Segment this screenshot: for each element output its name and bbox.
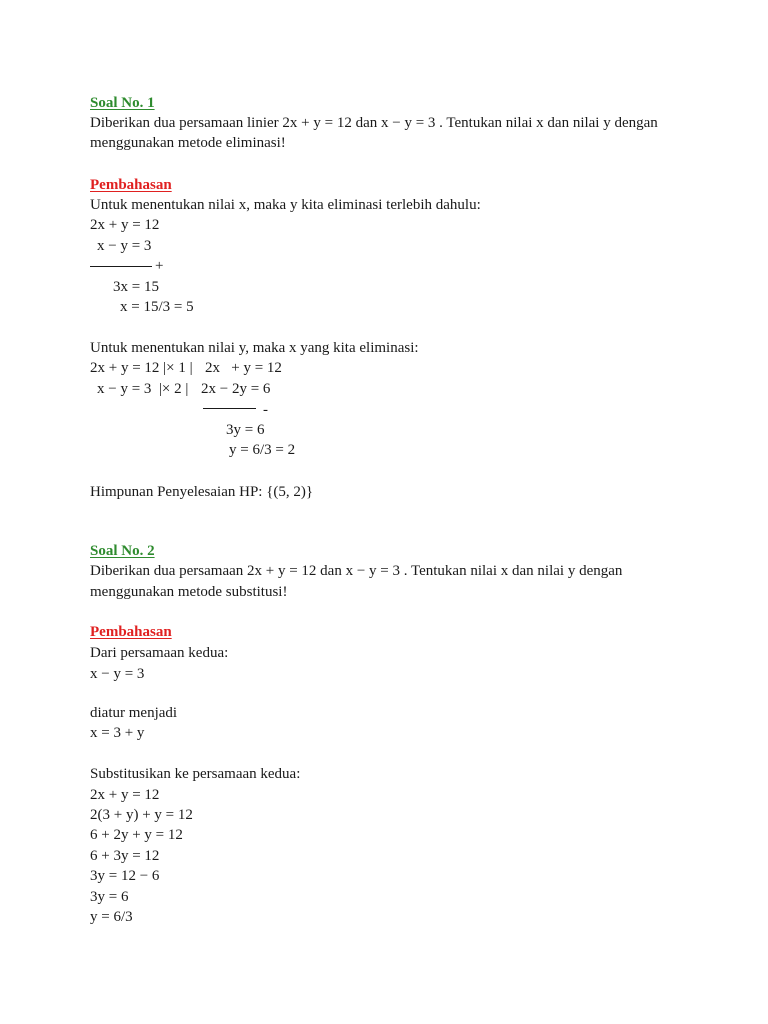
soal-2-rearranged-label: diatur menjadi	[90, 705, 178, 721]
elim-x-divider-line	[90, 266, 152, 267]
soal-1-question-line-2: menggunakan metode eliminasi!	[90, 135, 286, 151]
elim-y-result: y = 6/3 = 2	[229, 442, 296, 458]
soal-2-second-equation: x − y = 3	[90, 666, 145, 682]
solution-set: Himpunan Penyelesaian HP: {(5, 2)}	[90, 484, 314, 500]
soal-2-substitute-label: Substitusikan ke persamaan kedua:	[90, 766, 301, 782]
elim-x-sum: 3x = 15	[113, 279, 159, 295]
soal-2-from-second: Dari persamaan kedua:	[90, 645, 229, 661]
elim-x-equation-1: 2x + y = 12	[90, 217, 160, 233]
elim-x-operator: +	[155, 258, 164, 274]
elim-x-result: x = 15/3 = 5	[120, 299, 194, 315]
soal-1-intro-x: Untuk menentukan nilai x, maka y kita eliminasi terlebih dahulu:	[90, 197, 481, 213]
soal-1-intro-y: Untuk menentukan nilai y, maka x yang kita eliminasi:	[90, 340, 419, 356]
substitution-step: 3y = 12 − 6	[90, 868, 160, 884]
elim-y-operator: -	[263, 402, 268, 418]
elim-y-equation-1-right: 2x + y = 12	[205, 360, 282, 376]
soal-2-pembahasan-heading: Pembahasan	[90, 624, 172, 640]
soal-1-question-line-1: Diberikan dua persamaan linier 2x + y = 12 dan x − y = 3 . Tentukan nilai x dan nilai y dengan	[90, 115, 658, 131]
soal-2-question-line-2: menggunakan metode substitusi!	[90, 584, 288, 600]
substitution-step: 6 + 3y = 12	[90, 848, 160, 864]
elim-y-difference: 3y = 6	[226, 422, 265, 438]
elim-y-equation-1-left: 2x + y = 12 |× 1 |	[90, 360, 193, 376]
soal-1-pembahasan-heading: Pembahasan	[90, 177, 172, 193]
elim-y-equation-2-right: 2x − 2y = 6	[201, 381, 271, 397]
elim-y-equation-2-left: x − y = 3 |× 2 |	[97, 381, 189, 397]
elim-x-equation-2: x − y = 3	[97, 238, 152, 254]
soal-2-heading: Soal No. 2	[90, 543, 155, 559]
soal-1-heading: Soal No. 1	[90, 95, 155, 111]
soal-2-question-line-1: Diberikan dua persamaan 2x + y = 12 dan x − y = 3 . Tentukan nilai x dan nilai y dengan	[90, 563, 623, 579]
soal-2-rearranged-equation: x = 3 + y	[90, 725, 145, 741]
substitution-step: 6 + 2y + y = 12	[90, 827, 183, 843]
substitution-step: 3y = 6	[90, 889, 129, 905]
substitution-step: y = 6/3	[90, 909, 133, 925]
substitution-step: 2x + y = 12	[90, 787, 160, 803]
substitution-step: 2(3 + y) + y = 12	[90, 807, 193, 823]
elim-y-divider-line	[203, 408, 256, 409]
